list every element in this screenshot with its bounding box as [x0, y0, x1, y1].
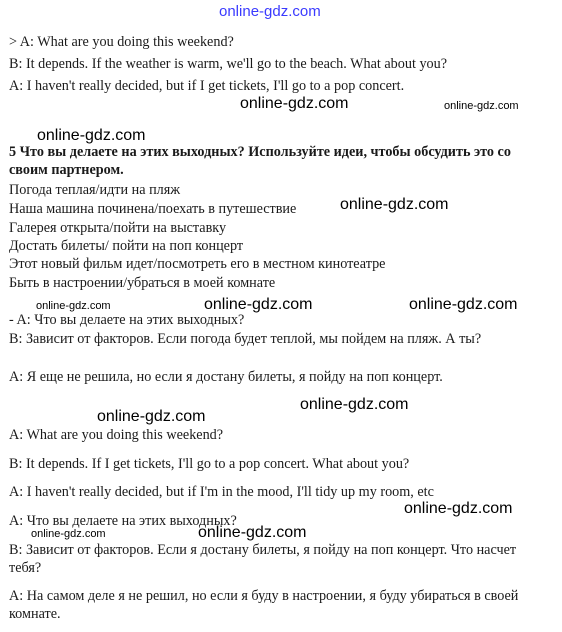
watermark-top: online-gdz.com [219, 3, 321, 20]
dialogue-line: B: Зависит от факторов. Если я достану билеты, я пойду на поп концерт. Что насчет тебя? [9, 542, 517, 576]
watermark: online-gdz.com [240, 95, 349, 112]
dialogue-line: A: I haven't really decided, but if I'm in the mood, I'll tidy up my room, etc [9, 484, 434, 500]
dialogue-line: B: It depends. If the weather is warm, we'll go to the beach. What about you? [9, 56, 448, 72]
watermark: online-gdz.com [31, 528, 106, 540]
dialogue-line: A: Я еще не решила, но если я достану билеты, я пойду на поп концерт. [9, 369, 443, 385]
idea-item: Наша машина починена/поехать в путешествие [9, 201, 297, 217]
dialogue-line: - A: Что вы делаете на этих выходных? [9, 312, 245, 328]
watermark: online-gdz.com [97, 408, 206, 425]
watermark: online-gdz.com [300, 396, 409, 413]
idea-item: Этот новый фильм идет/посмотреть его в местном кинотеатре [9, 256, 386, 272]
idea-item: Погода теплая/идти на пляж [9, 182, 181, 198]
dialogue-line: A: Что вы делаете на этих выходных? [9, 513, 237, 529]
watermark: online-gdz.com [409, 296, 518, 313]
dialogue-line: A: What are you doing this weekend? [9, 427, 224, 443]
watermark: online-gdz.com [444, 100, 519, 112]
dialogue-line: A: I haven't really decided, but if I get tickets, I'll go to a pop concert. [9, 78, 405, 94]
dialogue-line: B: Зависит от факторов. Если погода будет теплой, мы пойдем на пляж. А ты? [9, 331, 482, 347]
watermark: online-gdz.com [404, 500, 513, 517]
watermark: online-gdz.com [204, 296, 313, 313]
dialogue-line: > A: What are you doing this weekend? [9, 34, 234, 50]
idea-item: Галерея открыта/пойти на выставку [9, 220, 227, 236]
watermark: online-gdz.com [37, 127, 146, 144]
exercise-heading: 5 Что вы делаете на этих выходных? Используйте идеи, чтобы обсудить это со своим партнером. [9, 144, 511, 178]
idea-item: Быть в настроении/убраться в моей комнате [9, 275, 276, 291]
dialogue-line: B: It depends. If I get tickets, I'll go to a pop concert. What about you? [9, 456, 410, 472]
watermark: online-gdz.com [198, 524, 307, 541]
watermark: online-gdz.com [36, 300, 111, 312]
idea-item: Достать билеты/ пойти на поп концерт [9, 238, 244, 254]
watermark: online-gdz.com [340, 196, 449, 213]
dialogue-line: A: На самом деле я не решил, но если я буду в настроении, я буду убираться в своей комнате. [9, 588, 519, 622]
